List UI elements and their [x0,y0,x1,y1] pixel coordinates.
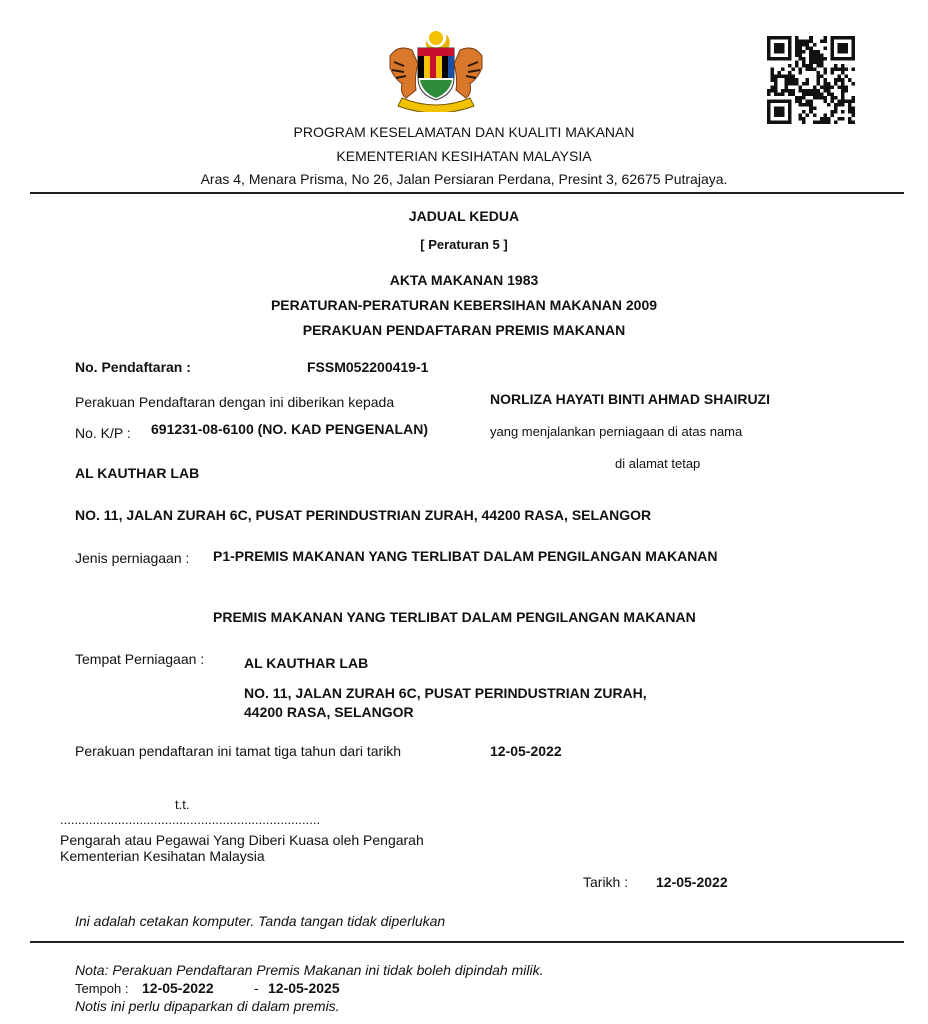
given-to-label: Perakuan Pendaftaran dengan ini diberikan kepada [75,394,395,410]
signatory-line2: Kementerian Kesihatan Malaysia [60,848,265,864]
place-address-line2: 44200 RASA, SELANGOR [244,704,414,720]
title-jadual: JADUAL KEDUA [408,208,520,224]
premise-category: PREMIS MAKANAN YANG TERLIBAT DALAM PENGILANGAN MAKANAN [213,609,696,625]
header-address: Aras 4, Menara Prisma, No 26, Jalan Persiaran Perdana, Presint 3, 62675 Putrajaya. [200,171,728,187]
business-type-value: P1-PREMIS MAKANAN YANG TERLIBAT DALAM PENGILANGAN MAKANAN [213,548,718,564]
computer-print-note: Ini adalah cetakan komputer. Tanda tangan tidak diperlukan [75,913,446,929]
qr-code-icon [767,36,855,124]
business-address: NO. 11, JALAN ZURAH 6C, PUSAT PERINDUSTRIAN ZURAH, 44200 RASA, SELANGOR [75,507,652,523]
title-regulations: PERATURAN-PERATURAN KEBERSIHAN MAKANAN 2009 [270,297,658,313]
kp-label: No. K/P : [75,425,131,441]
header-ministry: KEMENTERIAN KESIHATAN MALAYSIA [336,148,592,164]
malaysia-coat-of-arms-icon [380,26,492,112]
tempoh-separator: - [254,980,259,996]
business-type-label: Jenis perniagaan : [75,550,190,566]
business-text: yang menjalankan perniagaan di atas nama [490,424,743,439]
kp-value: 691231-08-6100 (NO. KAD PENGENALAN) [151,421,428,437]
place-label: Tempat Perniagaan : [75,651,205,667]
footer-nota: Nota: Perakuan Pendaftaran Premis Makanan ini tidak boleh dipindah milik. [75,962,544,978]
tempoh-start: 12-05-2022 [142,980,214,996]
header-program: PROGRAM KESELAMATAN DAN KUALITI MAKANAN [293,124,635,140]
date-value: 12-05-2022 [656,874,728,890]
header-divider [30,192,904,194]
holder-name: NORLIZA HAYATI BINTI AHMAD SHAIRUZI [490,391,770,407]
tempoh-end: 12-05-2025 [268,980,340,996]
business-name: AL KAUTHAR LAB [75,465,200,481]
title-peraturan: [ Peraturan 5 ] [420,237,508,252]
date-label: Tarikh : [583,874,629,890]
signature-dots: ........................................................................ [60,812,321,827]
expiry-date: 12-05-2022 [490,743,562,759]
signature-tt: t.t. [175,797,190,812]
tempoh-label: Tempoh : [75,981,129,996]
title-akta: AKTA MAKANAN 1983 [389,272,539,288]
place-address-line1: NO. 11, JALAN ZURAH 6C, PUSAT PERINDUSTRIAN ZURAH, [244,685,647,701]
address-text: di alamat tetap [615,456,701,471]
footer-notis: Notis ini perlu dipaparkan di dalam premis. [75,998,340,1014]
place-name: AL KAUTHAR LAB [244,655,369,671]
expiry-text: Perakuan pendaftaran ini tamat tiga tahun dari tarikh [75,743,402,759]
title-certificate: PERAKUAN PENDAFTARAN PREMIS MAKANAN [302,322,626,338]
signatory-line1: Pengarah atau Pegawai Yang Diberi Kuasa oleh Pengarah [60,832,424,848]
footer-divider [30,941,904,943]
registration-no-value: FSSM052200419-1 [307,359,429,375]
registration-no-label: No. Pendaftaran : [75,359,191,375]
